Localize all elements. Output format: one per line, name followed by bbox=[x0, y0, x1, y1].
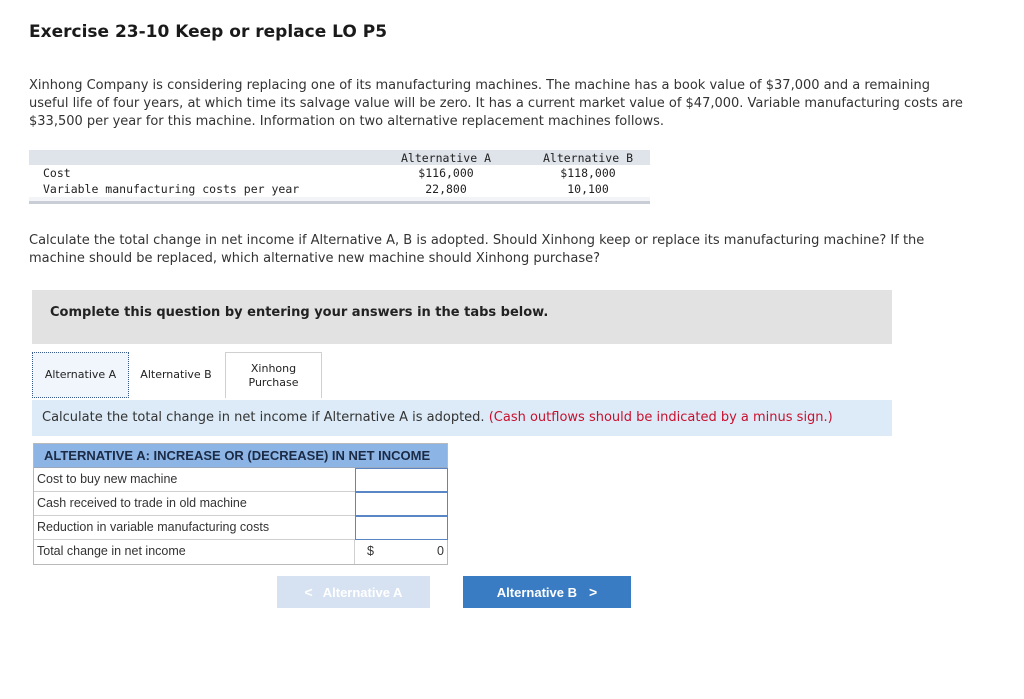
answer-row-variable-reduction bbox=[34, 516, 447, 540]
tab-xinhong-purchase[interactable] bbox=[225, 352, 322, 398]
given-variable-b: 10,100 bbox=[567, 182, 609, 196]
given-col-b-header: Alternative B bbox=[542, 151, 633, 165]
next-tab-label: Alternative B bbox=[496, 584, 577, 600]
chevron-left-icon: < bbox=[304, 584, 313, 600]
exercise-title: Exercise 23-10 Keep or replace LO P5 bbox=[29, 22, 388, 42]
given-cost-a: $116,000 bbox=[418, 166, 474, 180]
complete-prompt-banner bbox=[32, 290, 892, 344]
answer-total-value: 0 bbox=[437, 544, 444, 558]
question-text: Calculate the total change in net income if Alternative A, B is adopted. Should Xinhong keep or replace its manufacturing machine? If the machine should be replaced, which alternative new machine should Xinhong purchase? bbox=[29, 233, 925, 266]
next-tab-button[interactable] bbox=[463, 576, 631, 608]
instruction-bar bbox=[32, 400, 892, 436]
given-data-table bbox=[29, 150, 650, 204]
answer-total-currency: $ bbox=[367, 544, 374, 558]
answer-row-cost-new-machine bbox=[34, 468, 447, 492]
given-row-cost bbox=[29, 165, 650, 181]
prev-tab-label: Alternative A bbox=[322, 584, 403, 600]
answer-total-divider bbox=[354, 540, 355, 564]
instruction-note: (Cash outflows should be indicated by a minus sign.) bbox=[488, 410, 833, 425]
answer-row-trade-in bbox=[34, 492, 447, 516]
cost-new-machine-input[interactable] bbox=[355, 468, 448, 492]
answer-table-header: ALTERNATIVE A: INCREASE OR (DECREASE) IN NET INCOME bbox=[34, 444, 447, 468]
problem-intro: Xinhong Company is considering replacing one of its manufacturing machines. The machine has a book value of $37,000 and a remaining useful life of four years, at which time its salvage value will be zero. It has a current market value of $47,000. Variable manufacturing costs are $33,500 per year for this machine. Information on two alternative replacement machines follows. bbox=[29, 78, 963, 129]
answer-row-label: Cash received to trade in old machine bbox=[37, 496, 247, 510]
given-row-label: Variable manufacturing costs per year bbox=[43, 182, 300, 196]
tab-alternative-b[interactable]: Alternative B bbox=[129, 352, 223, 398]
trade-in-cash-input[interactable] bbox=[355, 492, 448, 516]
given-variable-a: 22,800 bbox=[425, 182, 467, 196]
given-row-label: Cost bbox=[43, 166, 71, 180]
tab-alternative-a[interactable]: Alternative A bbox=[32, 352, 129, 398]
given-table-header bbox=[29, 150, 650, 165]
given-col-a-header: Alternative A bbox=[400, 151, 491, 165]
prev-tab-button[interactable] bbox=[277, 576, 430, 608]
variable-cost-reduction-input[interactable] bbox=[355, 516, 448, 540]
answer-total-label: Total change in net income bbox=[37, 544, 186, 558]
tab-xinhong-purchase-label: Xinhong Purchase bbox=[248, 361, 299, 389]
instruction-text: Calculate the total change in net income if Alternative A is adopted. bbox=[42, 410, 485, 425]
given-table-padding bbox=[29, 197, 650, 201]
answer-row-total bbox=[34, 540, 447, 564]
given-row-variable-costs bbox=[29, 181, 650, 197]
given-cost-b: $118,000 bbox=[560, 166, 616, 180]
complete-prompt-text: Complete this question by entering your answers in the tabs below. bbox=[50, 305, 549, 320]
chevron-right-icon: > bbox=[589, 584, 598, 600]
answer-table bbox=[33, 443, 448, 565]
answer-row-label: Reduction in variable manufacturing costs bbox=[37, 520, 270, 534]
answer-row-label: Cost to buy new machine bbox=[37, 472, 178, 486]
